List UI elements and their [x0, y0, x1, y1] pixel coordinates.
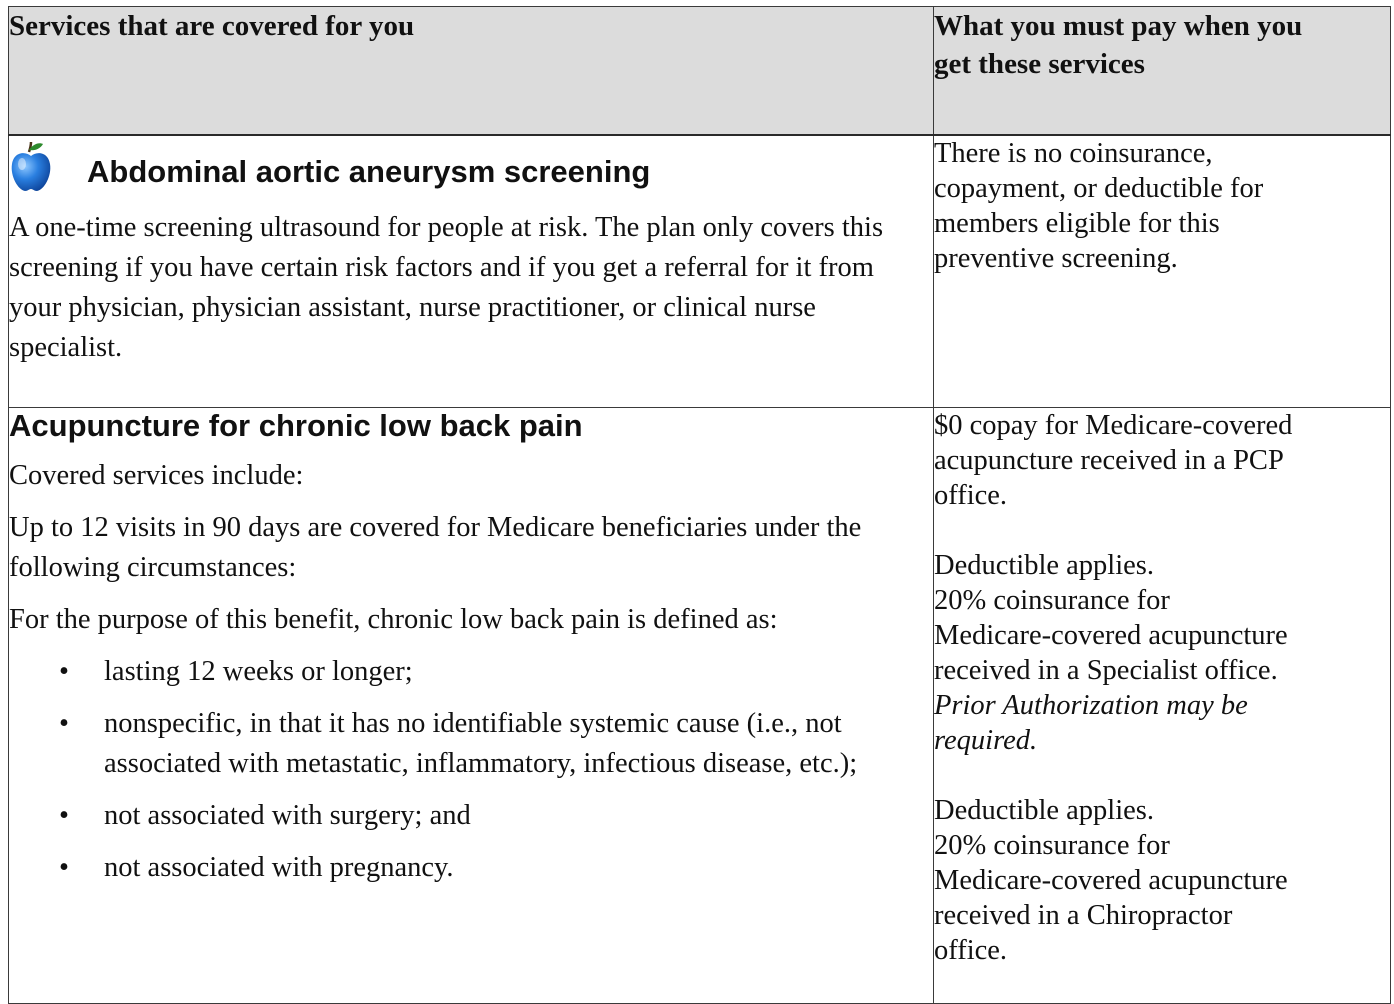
cost-line: Deductible applies. [934, 795, 1155, 826]
table-row [9, 135, 1391, 408]
bullet-symbol: • [59, 708, 69, 739]
cost-line: received in a Chiropractor [934, 900, 1233, 931]
bullet-symbol: • [59, 800, 69, 831]
service-cell-aaa-screening [9, 135, 934, 408]
list-item-text: not associated with pregnancy. [104, 852, 454, 883]
prior-authorization-note: required. [934, 725, 1038, 756]
cost-block-chiropractor [934, 793, 1390, 968]
service-title: Acupuncture for chronic low back pain [9, 408, 583, 443]
cost-cell-acupuncture [934, 408, 1391, 1004]
header-services-cell [9, 7, 934, 135]
header-cost-cell [934, 7, 1391, 135]
header-cost-label-line1: What you must pay when you [934, 10, 1303, 42]
cost-line: Medicare-covered acupuncture [934, 620, 1288, 651]
cost-line: preventive screening. [934, 242, 1178, 274]
cost-line: office. [934, 935, 1008, 966]
cost-line: Deductible applies. [934, 550, 1155, 581]
cost-line: $0 copay for Medicare-covered [934, 410, 1293, 441]
cost-line: copayment, or deductible for [934, 172, 1264, 204]
cost-block-pcp [934, 408, 1390, 513]
criteria-list [9, 652, 933, 888]
cost-line: There is no coinsurance, [934, 137, 1213, 169]
list-item [9, 848, 933, 888]
list-item-text: nonspecific, in that it has no identifiable systemic cause (i.e., not associated with metastatic, inflammatory, infectious disease, etc.); [104, 708, 858, 779]
list-item [9, 796, 933, 836]
bullet-symbol: • [59, 656, 69, 687]
cost-line: 20% coinsurance for [934, 585, 1170, 616]
benefits-table [8, 6, 1391, 1004]
cost-line: received in a Specialist office. [934, 655, 1278, 686]
service-paragraph: Covered services include: [9, 460, 304, 491]
cost-line: office. [934, 480, 1008, 511]
bullet-symbol: • [59, 852, 69, 883]
list-item-text: lasting 12 weeks or longer; [104, 656, 413, 687]
service-title-line [9, 136, 933, 194]
service-cell-acupuncture [9, 408, 934, 1004]
table-header-row [9, 7, 1391, 135]
cost-cell-aaa-screening [934, 135, 1391, 408]
list-item-text: not associated with surgery; and [104, 800, 471, 831]
cost-block-specialist [934, 548, 1390, 758]
service-description: A one-time screening ultrasound for people at risk. The plan only covers this screening if you have certain risk factors and if you get a referral for it from your physician, physician assistant, nurse practitioner, or clinical nurse specialist. [9, 211, 884, 363]
cost-line: 20% coinsurance for [934, 830, 1170, 861]
apple-icon [9, 138, 53, 194]
service-title: Abdominal aortic aneurysm screening [87, 153, 651, 189]
service-paragraph: For the purpose of this benefit, chronic low back pain is defined as: [9, 604, 778, 635]
list-item [9, 704, 933, 784]
header-services-label: Services that are covered for you [9, 10, 415, 42]
cost-line: acupuncture received in a PCP [934, 445, 1284, 476]
list-item [9, 652, 933, 692]
table-row [9, 408, 1391, 1004]
header-cost-label-line2: get these services [934, 48, 1145, 80]
prior-authorization-note: Prior Authorization may be [934, 690, 1248, 721]
cost-line: members eligible for this [934, 207, 1220, 239]
cost-line: Medicare-covered acupuncture [934, 865, 1288, 896]
service-paragraph: Up to 12 visits in 90 days are covered for Medicare beneficiaries under the following circumstances: [9, 512, 862, 583]
